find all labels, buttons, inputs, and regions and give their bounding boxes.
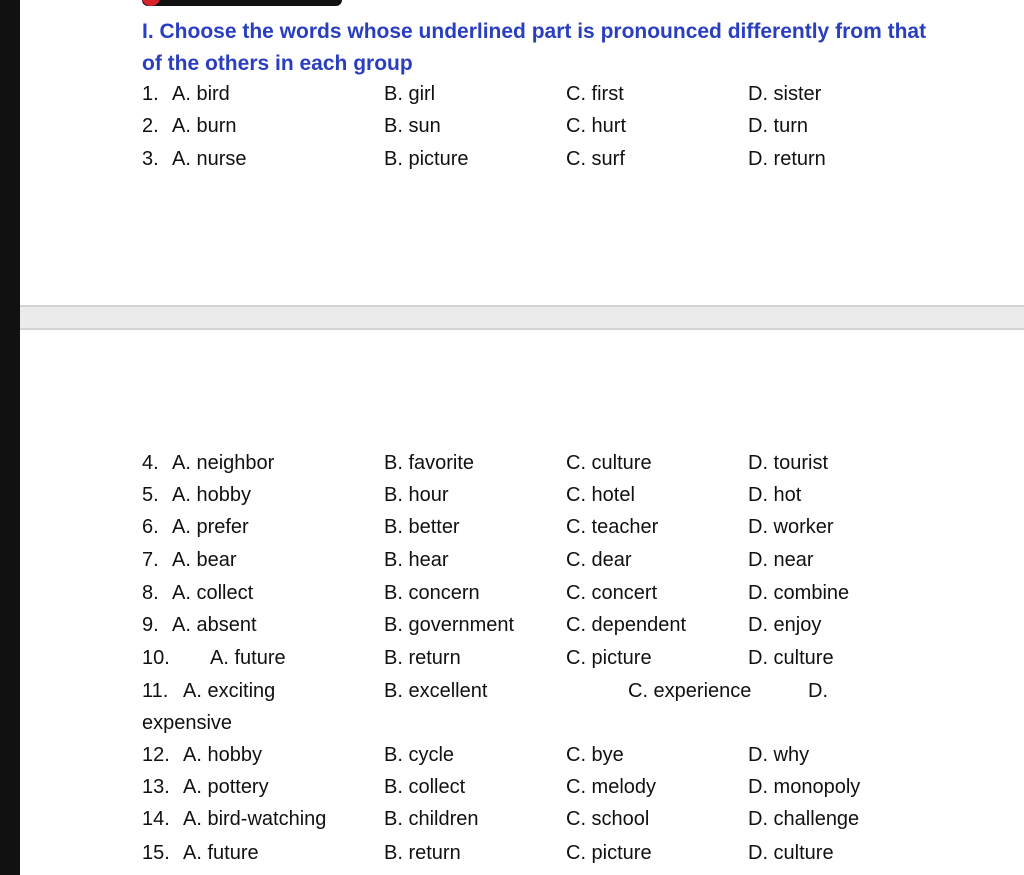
option-d-continuation: expensive bbox=[142, 712, 233, 734]
question-number: 7. bbox=[142, 549, 159, 571]
option-c: C. school bbox=[566, 808, 650, 830]
option-b: B. return bbox=[384, 842, 461, 864]
option-d: D. tourist bbox=[748, 452, 829, 474]
option-b: B. collect bbox=[384, 776, 466, 798]
option-d: D. worker bbox=[748, 516, 834, 538]
option-c: C. melody bbox=[566, 776, 657, 798]
option-b: B. hour bbox=[384, 484, 449, 506]
question-number: 6. bbox=[142, 516, 159, 538]
option-a: A. bird-watching bbox=[183, 808, 327, 830]
option-a: A. collect bbox=[172, 582, 254, 604]
question-number: 14. bbox=[142, 808, 170, 830]
option-d: D. why bbox=[748, 744, 810, 766]
option-a: A. future bbox=[210, 647, 286, 669]
option-c: C. teacher bbox=[566, 516, 659, 538]
option-c: C. hurt bbox=[566, 115, 627, 137]
option-c: C. hotel bbox=[566, 484, 635, 506]
option-c: C. concert bbox=[566, 582, 658, 604]
option-b: B. excellent bbox=[384, 680, 488, 702]
option-d: D. enjoy bbox=[748, 614, 822, 636]
option-a: A. nurse bbox=[172, 148, 247, 170]
question-number: 15. bbox=[142, 842, 170, 864]
option-c: C. first bbox=[566, 83, 624, 105]
option-c: C. bye bbox=[566, 744, 624, 766]
option-b: B. sun bbox=[384, 115, 441, 137]
option-c: C. culture bbox=[566, 452, 652, 474]
option-c: C. surf bbox=[566, 148, 625, 170]
section-heading: I. Choose the words whose underlined part is pronounced differently from that of the others in each group bbox=[142, 20, 927, 75]
option-b: B. concern bbox=[384, 582, 480, 604]
question-number: 8. bbox=[142, 582, 159, 604]
option-c: C. picture bbox=[566, 647, 652, 669]
option-a: A. exciting bbox=[183, 680, 276, 702]
question-number: 1. bbox=[142, 83, 159, 105]
option-b: B. better bbox=[384, 516, 460, 538]
option-a: A. hobby bbox=[172, 484, 251, 506]
option-d: D. bbox=[808, 680, 828, 702]
question-number: 9. bbox=[142, 614, 159, 636]
option-d: D. hot bbox=[748, 484, 802, 506]
question-number: 11. bbox=[142, 680, 169, 702]
option-b: B. government bbox=[384, 614, 515, 636]
option-d: D. sister bbox=[748, 83, 822, 105]
option-b: B. girl bbox=[384, 83, 436, 105]
page-break-divider bbox=[20, 305, 1024, 330]
question-number: 4. bbox=[142, 452, 159, 474]
option-a: A. prefer bbox=[172, 516, 249, 538]
option-d: D. culture bbox=[748, 647, 834, 669]
option-b: B. hear bbox=[384, 549, 449, 571]
question-number: 2. bbox=[142, 115, 159, 137]
option-a: A. bird bbox=[172, 83, 230, 105]
option-c: C. picture bbox=[566, 842, 652, 864]
option-a: A. hobby bbox=[183, 744, 262, 766]
option-b: B. picture bbox=[384, 148, 469, 170]
option-d: D. return bbox=[748, 148, 826, 170]
option-a: A. neighbor bbox=[172, 452, 275, 474]
option-b: B. children bbox=[384, 808, 479, 830]
option-b: B. favorite bbox=[384, 452, 475, 474]
left-edge-bar bbox=[0, 0, 20, 875]
option-c: C. experience bbox=[628, 680, 752, 702]
question-number: 10. bbox=[142, 647, 170, 669]
option-a: A. burn bbox=[172, 115, 237, 137]
question-number: 3. bbox=[142, 148, 159, 170]
option-a: A. future bbox=[183, 842, 259, 864]
option-d: D. turn bbox=[748, 115, 809, 137]
option-d: D. monopoly bbox=[748, 776, 861, 798]
question-number: 13. bbox=[142, 776, 170, 798]
option-a: A. absent bbox=[172, 614, 257, 636]
option-a: A. pottery bbox=[183, 776, 269, 798]
option-c: C. dependent bbox=[566, 614, 687, 636]
question-number: 12. bbox=[142, 744, 170, 766]
option-b: B. return bbox=[384, 647, 461, 669]
option-c: C. dear bbox=[566, 549, 632, 571]
cropped-section-title bbox=[142, 0, 342, 6]
question-number: 5. bbox=[142, 484, 159, 506]
option-b: B. cycle bbox=[384, 744, 455, 766]
option-d: D. combine bbox=[748, 582, 850, 604]
option-a: A. bear bbox=[172, 549, 237, 571]
option-d: D. culture bbox=[748, 842, 834, 864]
option-d: D. challenge bbox=[748, 808, 860, 830]
option-d: D. near bbox=[748, 549, 814, 571]
